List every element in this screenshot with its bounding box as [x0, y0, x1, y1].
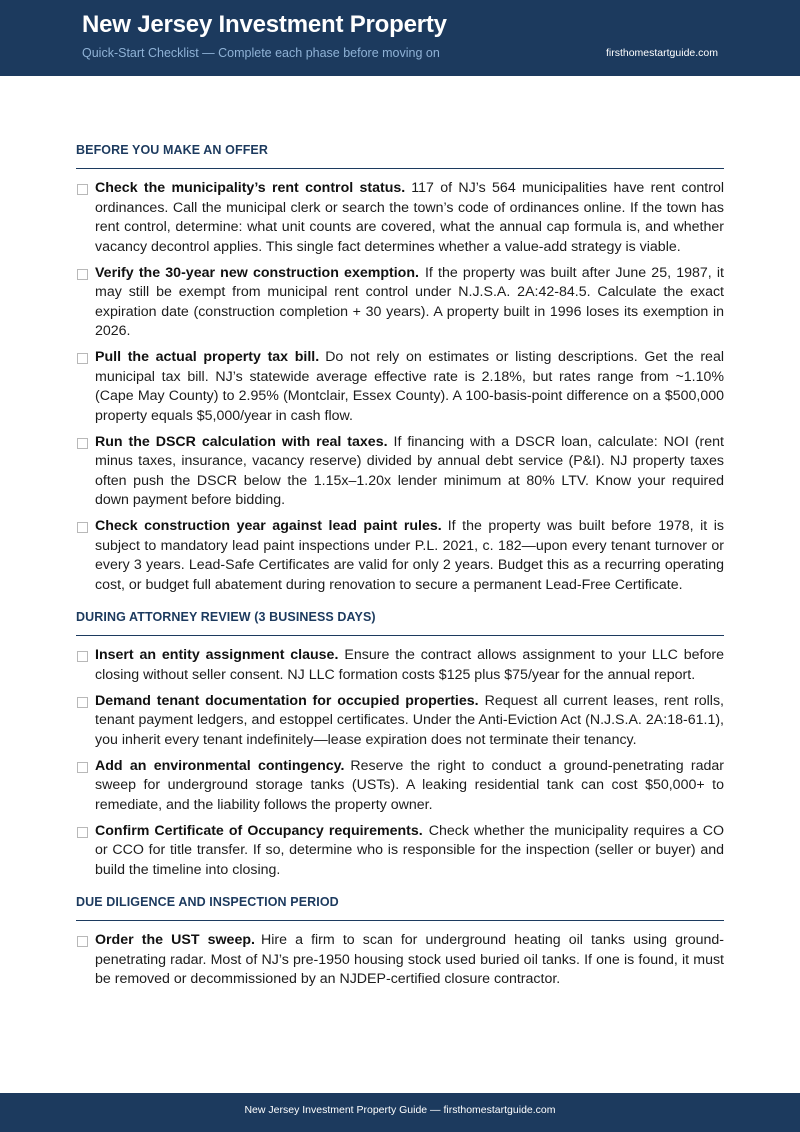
item-text: 117 of NJ’s 564 municipalities have rent control ordinances. Call the municipal clerk or search the town’s code of ordinances online. If the town has rent control, determine: what unit counts are covered, what the annual cap formula is, and whether vacancy decontrol applies. This single fact determines whether a value-add strategy is viable.	[95, 180, 725, 255]
item-text: Check whether the municipality requires a CO or CCO for title transfer. If so, determine who is responsible for the inspection (seller or buyer) and build the timeline into closing.	[95, 822, 724, 878]
checklist-item	[76, 433, 724, 511]
section-attorney-review	[76, 610, 724, 880]
checklist-item	[76, 931, 724, 990]
item-text: If the property was built after June 25, 1987, it may still be exempt from municipal rent control under N.J.S.A. 2A:42-84.5. Calculate the exact expiration date (construction completion + 30 years). A property built in 1996 loses its exemption in 2026.	[95, 264, 724, 339]
checkbox[interactable]	[77, 269, 88, 280]
checklist-item	[76, 179, 724, 257]
section-title: DURING ATTORNEY REVIEW (3 BUSINESS DAYS)	[76, 610, 724, 636]
checkbox[interactable]	[77, 353, 88, 364]
item-lead: Check the municipality’s rent control status.	[95, 180, 406, 196]
item-text: Request all current leases, rent rolls, tenant payment ledgers, and estoppel certificates. Under the Anti-Eviction Act (N.J.S.A. 2A:18-61.1), you inherit every tenant indefinitely—lease expiration does not terminate their tenancy.	[95, 692, 724, 748]
item-text: Ensure the contract allows assignment to your LLC before closing without seller consent. NJ LLC formation costs $125 plus $75/year for the annual report.	[95, 647, 724, 683]
item-lead: Verify the 30-year new construction exemption.	[95, 264, 419, 281]
checklist-item	[76, 822, 724, 881]
checkbox[interactable]	[77, 697, 88, 708]
checklist-item	[76, 757, 724, 816]
section-due-diligence	[76, 895, 724, 990]
item-text: If the property was built before 1978, it is subject to mandatory lead paint inspections under P.L. 2021, c. 182—upon every tenant turnover or every 3 years. Lead-Safe Certificates are valid for only 2 years. Budget this as a recurring operating cost, or budget full abatement during renovation to secure a permanent Lead-Free Certificate.	[95, 518, 724, 593]
checkbox[interactable]	[77, 522, 88, 533]
item-lead: Order the UST sweep.	[95, 932, 255, 948]
checklist	[76, 143, 724, 1005]
checkbox[interactable]	[77, 936, 88, 947]
page-title: New Jersey Investment Property	[82, 11, 447, 38]
item-lead: Run the DSCR calculation with real taxes.	[95, 433, 388, 450]
checkbox[interactable]	[77, 438, 88, 449]
item-text: Do not rely on estimates or listing descriptions. Get the real municipal tax bill. NJ’s statewide average effective rate is 2.18%, but rates range from ~1.10% (Cape May County) to 2.95% (Montclair, Essex County). A 100-basis-point difference on a $500,000 property equals $5,000/year in cash flow.	[95, 349, 724, 424]
checklist-item	[76, 646, 724, 685]
section-title: BEFORE YOU MAKE AN OFFER	[76, 143, 724, 169]
checklist-item	[76, 348, 724, 426]
checkbox[interactable]	[77, 827, 88, 838]
checkbox[interactable]	[77, 762, 88, 773]
page-footer	[0, 1093, 800, 1132]
site-url: firsthomestartguide.com	[605, 47, 718, 59]
checklist-item	[76, 264, 724, 342]
item-lead: Demand tenant documentation for occupied properties.	[95, 692, 479, 709]
checklist-item	[76, 692, 724, 751]
page-subtitle: Quick-Start Checklist — Complete each phase before moving on	[82, 46, 440, 60]
item-lead: Insert an entity assignment clause.	[95, 647, 339, 663]
section-before-offer	[76, 143, 724, 595]
item-lead: Check construction year against lead paint rules.	[95, 518, 442, 534]
item-lead: Add an environmental contingency.	[95, 757, 345, 774]
footer-text: New Jersey Investment Property Guide — firsthomestartguide.com	[244, 1104, 556, 1116]
item-text: Reserve the right to conduct a ground-penetrating radar sweep for underground storage tanks (USTs). A leaking residential tank can cost $50,000+ to remediate, and the liability follows the property owner.	[95, 757, 724, 813]
item-lead: Confirm Certificate of Occupancy requirements.	[95, 822, 423, 839]
section-title: DUE DILIGENCE AND INSPECTION PERIOD	[76, 895, 724, 921]
item-text: If financing with a DSCR loan, calculate: NOI (rent minus taxes, insurance, vacancy reserve) divided by annual debt service (P&I). NJ property taxes often push the DSCR below the 1.15x–1.20x lender minimum at 80% LTV. Know your required down payment before bidding.	[95, 433, 724, 508]
checkbox[interactable]	[77, 651, 88, 662]
checklist-item	[76, 517, 724, 595]
page-header	[0, 0, 800, 76]
item-lead: Pull the actual property tax bill.	[95, 349, 320, 365]
checkbox[interactable]	[77, 184, 88, 195]
item-text: Hire a firm to scan for underground heating oil tanks using ground-penetrating radar. Most of NJ’s pre-1950 housing stock used buried oil tanks. If one is found, it must be removed or decommissioned by an NJDEP-certified closure contractor.	[95, 932, 725, 987]
